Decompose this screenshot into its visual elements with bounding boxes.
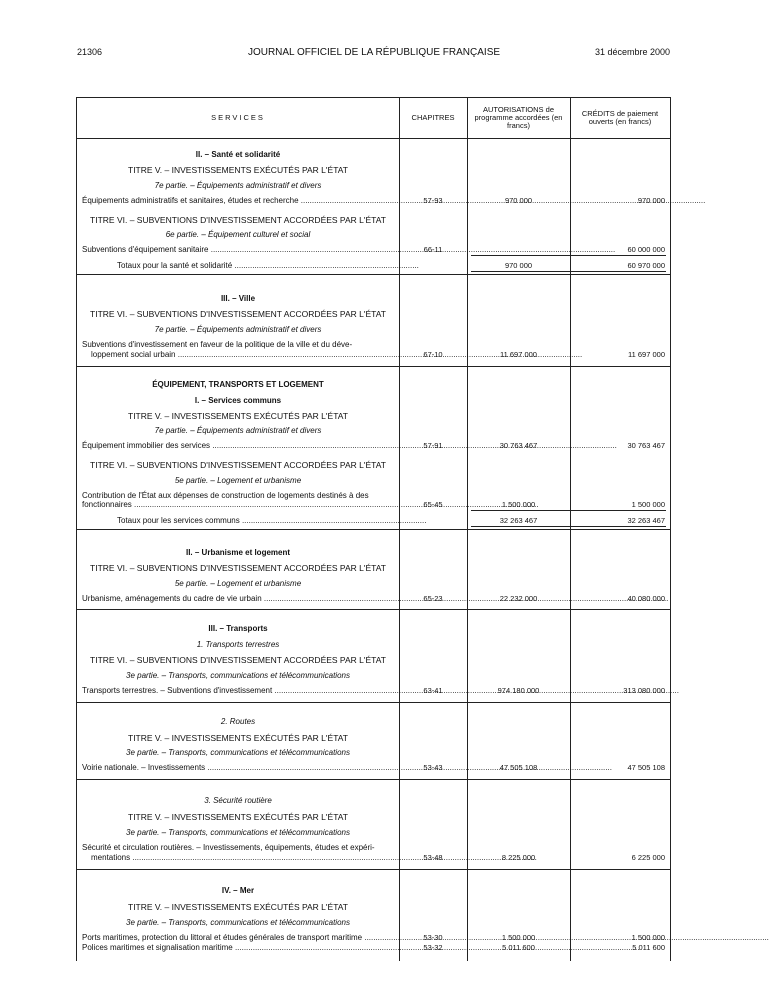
row-label: Équipement immobilier des services .....	[82, 441, 392, 450]
total-label: Totaux pour la santé et solidarité ...................................................................................	[117, 261, 419, 270]
titre-heading: TITRE V. – INVESTISSEMENTS EXÉCUTÉS PAR L'ÉTAT	[128, 411, 348, 421]
row-label: Transports terrestres. – Subventions d'investissement .....	[82, 686, 392, 695]
autorisation-value: 47 505 108	[499, 763, 538, 772]
chapter-number: 53-48	[423, 853, 443, 862]
autorisation-value: 1 500 000	[501, 933, 536, 942]
credit-value: 1 500 000	[631, 500, 665, 509]
row-label: Subventions d'équipement sanitaire .....	[82, 245, 392, 254]
autorisation-value: 970 000	[504, 196, 533, 205]
subsection-heading: 2. Routes	[220, 717, 256, 726]
autorisation-value: 11 697 000	[500, 350, 537, 359]
credit-value: 40 080 000	[627, 594, 665, 603]
row-label: Contribution de l'État aux dépenses de construction de logements destinés à des	[82, 491, 369, 500]
subtotal-rule	[471, 510, 666, 511]
row-label: Voirie nationale. – Investissements .....	[82, 763, 392, 772]
chapter-number: 65-23	[423, 594, 443, 603]
total-credit: 32 263 467	[627, 516, 665, 525]
titre-heading: TITRE VI. – SUBVENTIONS D'INVESTISSEMENT ACCORDÉES PAR L'ÉTAT	[90, 655, 386, 665]
partie-heading: 5e partie. – Logement et urbanisme	[174, 476, 302, 485]
section-separator	[77, 609, 670, 610]
titre-heading: TITRE V. – INVESTISSEMENTS EXÉCUTÉS PAR L'ÉTAT	[128, 902, 348, 912]
chapter-number: 65-45	[423, 500, 443, 509]
total-autorisation: 32 263 467	[499, 516, 538, 525]
partie-heading: 7e partie. – Équipements administratif et divers	[154, 426, 322, 435]
total-autorisation: 970 000	[504, 261, 533, 270]
column-header-autorisations: AUTORISATIONS de programme accordées (en francs)	[474, 105, 563, 130]
ministry-heading: ÉQUIPEMENT, TRANSPORTS ET LOGEMENT	[152, 380, 324, 389]
section-heading: III. – Ville	[220, 294, 256, 303]
titre-heading: TITRE VI. – SUBVENTIONS D'INVESTISSEMENT ACCORDÉES PAR L'ÉTAT	[90, 309, 386, 319]
journal-title: JOURNAL OFFICIEL DE LA RÉPUBLIQUE FRANÇAISE	[247, 47, 501, 58]
row-label: Subventions d'investissement en faveur de la politique de la ville et du déve-	[82, 340, 353, 349]
row-label: Urbanisme, aménagements du cadre de vie urbain .....	[82, 594, 392, 603]
chapter-number: 57-93	[423, 196, 443, 205]
section-separator	[77, 779, 670, 780]
row-label-continued: fonctionnaires .....	[82, 500, 392, 509]
credit-value: 11 697 000	[628, 350, 665, 359]
budget-table	[76, 97, 671, 961]
row-label-continued: loppement social urbain .....	[91, 350, 392, 359]
total-label: Totaux pour les services communs ...................................................................................	[117, 516, 427, 525]
partie-heading: 3e partie. – Transports, communications et télécommunications	[126, 828, 350, 837]
page-number: 21306	[77, 47, 103, 57]
section-separator	[77, 366, 670, 367]
total-rule	[471, 526, 666, 527]
autorisation-value: 8 225 000	[501, 853, 536, 862]
row-label: Équipements administratifs et sanitaires, études et recherche .....	[82, 196, 392, 205]
partie-heading: 7e partie. – Équipements administratif et divers	[154, 325, 322, 334]
total-credit: 60 970 000	[627, 261, 665, 270]
credit-value: 6 225 000	[631, 853, 665, 862]
titre-heading: TITRE V. – INVESTISSEMENTS EXÉCUTÉS PAR L'ÉTAT	[128, 812, 348, 822]
credit-value: 5 011 600	[632, 943, 665, 952]
chapter-number: 53-43	[423, 763, 443, 772]
chapter-number: 63-41	[423, 686, 443, 695]
section-separator	[77, 869, 670, 870]
titre-heading: TITRE V. – INVESTISSEMENTS EXÉCUTÉS PAR L'ÉTAT	[128, 733, 348, 743]
autorisation-value: 1 500 000	[501, 500, 536, 509]
row-label: Sécurité et circulation routières. – Investissements, équipements, études et expéri-	[82, 843, 375, 852]
partie-heading: 3e partie. – Transports, communications et télécommunications	[126, 671, 350, 680]
chapter-number: 53-32	[423, 943, 443, 952]
credit-value: 1 500 000	[631, 933, 665, 942]
partie-heading: 7e partie. – Équipements administratif et divers	[154, 181, 322, 190]
credit-value: 970 000	[637, 196, 665, 205]
credit-value: 30 763 467	[627, 441, 665, 450]
section-heading: II. – Santé et solidarité	[195, 150, 281, 159]
autorisation-value: 22 232 000	[499, 594, 538, 603]
subtotal-rule	[471, 255, 666, 256]
publication-date: 31 décembre 2000	[594, 47, 670, 57]
subsection-heading: 3. Sécurité routière	[204, 796, 272, 805]
row-label-continued: mentations .....	[91, 853, 392, 862]
section-separator	[77, 529, 670, 530]
column-header-services: SERVICES	[211, 113, 265, 122]
chapter-number: 53-30	[423, 933, 443, 942]
section-heading: IV. – Mer	[221, 886, 255, 895]
titre-heading: TITRE VI. – SUBVENTIONS D'INVESTISSEMENT ACCORDÉES PAR L'ÉTAT	[90, 460, 386, 470]
partie-heading: 3e partie. – Transports, communications et télécommunications	[126, 918, 350, 927]
header-rule	[77, 138, 670, 139]
autorisation-value: 5 011 600	[502, 943, 535, 952]
section-heading: I. – Services communs	[194, 396, 282, 405]
credit-value: 313 080 000	[623, 686, 665, 695]
titre-heading: TITRE VI. – SUBVENTIONS D'INVESTISSEMENT ACCORDÉES PAR L'ÉTAT	[90, 563, 386, 573]
row-label: Polices maritimes et signalisation maritime .....	[82, 943, 392, 952]
credit-value: 60 000 000	[627, 245, 665, 254]
autorisation-value: 974 180 000	[497, 686, 540, 695]
autorisation-value: 30 763 467	[499, 441, 538, 450]
titre-heading: TITRE V. – INVESTISSEMENTS EXÉCUTÉS PAR L'ÉTAT	[128, 165, 348, 175]
section-separator	[77, 702, 670, 703]
partie-heading: 5e partie. – Logement et urbanisme	[174, 579, 302, 588]
row-label: Ports maritimes, protection du littoral et études générales de transport maritime .....	[82, 933, 392, 942]
section-heading: III. – Transports	[208, 624, 268, 633]
partie-heading: 6e partie. – Équipement culturel et social	[165, 230, 311, 239]
total-rule	[471, 271, 666, 272]
chapter-number: 57-91	[423, 441, 443, 450]
credit-value: 47 505 108	[627, 763, 665, 772]
partie-heading: 3e partie. – Transports, communications et télécommunications	[126, 748, 350, 757]
chapter-number: 66-11	[423, 245, 443, 254]
subsection-heading: 1. Transports terrestres	[196, 640, 280, 649]
column-header-chapitres: CHAPITRES	[411, 113, 455, 122]
chapter-number: 67-10	[423, 350, 443, 359]
column-header-credits: CRÉDITS de paiement ouverts (en francs)	[581, 109, 659, 126]
titre-heading: TITRE VI. – SUBVENTIONS D'INVESTISSEMENT ACCORDÉES PAR L'ÉTAT	[90, 215, 386, 225]
section-heading: II. – Urbanisme et logement	[185, 548, 291, 557]
section-separator	[77, 274, 670, 275]
